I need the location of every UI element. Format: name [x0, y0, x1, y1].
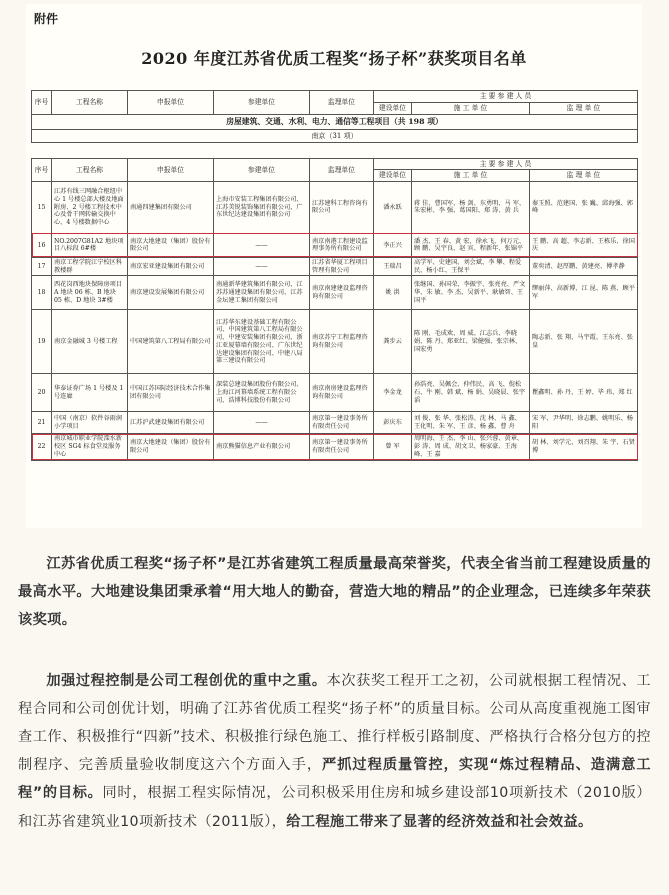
cell-applicant: 南京大地建设（集团）股份有限公司 — [128, 434, 214, 460]
table-row — [32, 233, 638, 257]
col-no: 序号 — [32, 91, 52, 115]
cell-participant: 江苏华东建设基础工程有限公司、中国建筑第八工程局有限公司、中建安装集团有限公司、浙江亚厦幕墙有限公司、广东世纪达建设集团有限公司、中建八局第三建设有限公司 — [214, 310, 310, 374]
cell-project: 华泰证券广场 1 号楼及 1 号连廊 — [52, 374, 128, 412]
col-supervision: 监 理 单 位 — [530, 170, 638, 181]
cell-supervision: 陶志新、张 翔、马宇霞、王东亮、张 皇 — [530, 310, 638, 374]
cell-supervision: 缪丽萍、高新博、江 昆、陈 燕、顾平军 — [530, 276, 638, 310]
col-applicant: 申报单位 — [128, 159, 214, 182]
cell-supervisor: 南京第一建设事务所有限责任公司 — [310, 434, 374, 460]
cell-builder: 潘永跃 — [374, 181, 412, 233]
col-supervision: 监 理 单 位 — [530, 103, 638, 115]
cell-supervision: 王 鹏、高 超、李志新、王栋乐、徐国庆 — [530, 233, 638, 257]
cell-applicant: 南通四建集团有限公司 — [128, 181, 214, 233]
annex-label: 附件 — [34, 12, 59, 26]
cell-applicant: 南京建设发展集团有限公司 — [128, 276, 214, 310]
header-table — [31, 90, 638, 143]
cell-supervision: 董奕清、赵厚鹏、黄建亮、傅孝静 — [530, 257, 638, 276]
cell-builder: 彭庆东 — [374, 412, 412, 434]
cell-project: 南京金融城 3 号楼工程 — [52, 310, 128, 374]
col-supervisor: 监理单位 — [310, 159, 374, 182]
cell-no: 15 — [32, 181, 52, 233]
cell-applicant: 中国江苏国际经济技术合作集团有限公司 — [128, 374, 214, 412]
col-builder: 建设单位 — [374, 170, 412, 181]
award-rows — [32, 181, 638, 460]
table-row — [32, 412, 638, 434]
cell-construction: 张继国、孙国荣、李振宇、张亮亮、严文华、朱 敏、李 杰、吴新平、耿敏智、王国平 — [412, 276, 530, 310]
cell-supervisor: 南京第一建设事务所有限责任公司 — [310, 412, 374, 434]
table-row — [32, 310, 638, 374]
cell-construction: 刘 俊、张 华、张松涛、沈 林、马 鑫、王化明、朱 军、王 彦、杨 鑫、曹 舟 — [412, 412, 530, 434]
cell-construction: 潘 杰、王 春、黄 宏、徐永飞、何万元、顾 鹏、吴宇良、赵 宾、程新年、张锦平 — [412, 233, 530, 257]
col-construction: 施 工 单 位 — [412, 103, 530, 115]
document-scan — [26, 4, 642, 528]
cell-no: 21 — [32, 412, 52, 434]
cell-supervisor: 南京南港工程建设监理事务所有限公司 — [310, 233, 374, 257]
award-table — [31, 158, 638, 461]
cell-builder: 龚步云 — [374, 310, 412, 374]
cell-participant: —— — [214, 233, 310, 257]
table-row — [32, 257, 638, 276]
emphasis-text: 严抓过程质量管控，实现“炼过程精品、造满意工程”的目标。 — [18, 757, 651, 802]
city-row: 南京（31 项） — [32, 130, 638, 143]
cell-project: 西花岗西地块保障房项目 A 地块 06 栋、B 地块 05 栋、D 地块 3#楼 — [52, 276, 128, 310]
cell-applicant: 南京宏亚建设集团有限公司 — [128, 257, 214, 276]
cell-project: 中国（南京）软件谷雨润小学项目 — [52, 412, 128, 434]
document-title: 2020 年度江苏省优质工程奖“扬子杯”获奖项目名单 — [141, 49, 527, 68]
cell-no: 20 — [32, 374, 52, 412]
cell-supervision: 胡 林、刘学元、刘召翔、朱 宇、石贤博 — [530, 434, 638, 460]
cell-construction: 陈 刚、毛成欢、周 威、江志兵、李晓娟、陈 丹、郑亚红、梁健强、张宗林、国宏勇 — [412, 310, 530, 374]
cell-participant: 南京熊猫信息产业有限公司 — [214, 434, 310, 460]
col-applicant: 申报单位 — [128, 91, 214, 115]
cell-builder: 李正兴 — [374, 233, 412, 257]
category-row: 房屋建筑、交通、水利、电力、通信等工程项目（共 198 项） — [32, 115, 638, 130]
cell-supervisor: 南京南建建设监理咨询有限公司 — [310, 276, 374, 310]
cell-builder: 李金龙 — [374, 374, 412, 412]
cell-supervision: 宋 军、尹华明、徐志鹏、姚明乐、杨 阳 — [530, 412, 638, 434]
col-participant: 参建单位 — [214, 91, 310, 115]
cell-supervisor: 江苏省华厦工程项目管理有限公司 — [310, 257, 374, 276]
cell-construction: 周明海、王 杰、李 山、张兴蓉、黄章、彭 涛、周 成、胡文卫、杨家豪、王海峰、王 嘉 — [412, 434, 530, 460]
cell-applicant: 中国建筑第八工程局有限公司 — [128, 310, 214, 374]
cell-no: 16 — [32, 233, 52, 257]
cell-supervision: 秦玉照、范建国、张 巍、邱海强、郭 峰 — [530, 181, 638, 233]
cell-applicant: 南京大地建设（集团）股份有限公司 — [128, 233, 214, 257]
cell-supervisor: 江苏建科工程咨询有限公司 — [310, 181, 374, 233]
cell-builder: 王瑞昌 — [374, 257, 412, 276]
cell-participant: 上海市安装工程集团有限公司、江苏美锐装饰集团有限公司、广东世纪达建设集团有限公司 — [214, 181, 310, 233]
paragraph-process-control — [18, 667, 651, 836]
cell-project: 南京城市职业学院溧水新校区 SG4 标食堂及服务中心 — [52, 434, 128, 460]
cell-construction: 蒋 佳、曹国军、杨 剑、东勇明、马 军、朱宏彬、李 强、葛国阳、郑 涛、黄 兵 — [412, 181, 530, 233]
cell-supervision: 瞿鑫明、孙 丹、王 婷、毕 玮、郑 红 — [530, 374, 638, 412]
table-row — [32, 434, 638, 460]
cell-construction: 高学军、史建国、刘会斌、李 攀、程爱民、杨小红、王保平 — [412, 257, 530, 276]
emphasis-text-2: 给工程施工带来了显著的经济效益和社会效益。 — [286, 813, 593, 830]
col-main-units: 主 要 参 建 人 员 — [374, 91, 638, 103]
cell-builder: 姚 洪 — [374, 276, 412, 310]
cell-participant: —— — [214, 412, 310, 434]
cell-builder: 曾 军 — [374, 434, 412, 460]
article-body — [18, 550, 651, 836]
paragraph-text-2: 同时，根据工程实际情况，公司积极采用住房和城乡建设部10项新技术（2010版）和江苏省建筑业10项新技术（2011版）， — [18, 785, 651, 830]
col-no: 序号 — [32, 159, 52, 182]
cell-no: 17 — [32, 257, 52, 276]
cell-participant: 南通新华建筑集团有限公司、江苏苏通建设集团有限公司、江苏金坛建工集团有限公司 — [214, 276, 310, 310]
cell-supervisor: 南京南房建设监理咨询有限公司 — [310, 374, 374, 412]
col-main-units: 主 要 参 建 人 员 — [374, 159, 638, 170]
table-row — [32, 374, 638, 412]
cell-supervisor: 南京苏宁工程监理咨询有限公司 — [310, 310, 374, 374]
cell-no: 22 — [32, 434, 52, 460]
cell-participant: 深装总建设集团股份有限公司、上海江河幕墙系统工程有限公司、浩博科技股份有限公司 — [214, 374, 310, 412]
col-project: 工程名称 — [52, 91, 128, 115]
col-supervisor: 监理单位 — [310, 91, 374, 115]
cell-construction: 孙浩亮、吴佩会、仲伟民、高 飞、倪松石、牛 刚、韩 斌、杨 娟、吴晓晨、张宇滔 — [412, 374, 530, 412]
cell-participant: —— — [214, 257, 310, 276]
cell-no: 19 — [32, 310, 52, 374]
col-participant: 参建单位 — [214, 159, 310, 182]
col-project: 工程名称 — [52, 159, 128, 182]
col-builder: 建设单位 — [374, 103, 412, 115]
cell-project: NO.2007G81A2 地块项目八标段 6#楼 — [52, 233, 128, 257]
cell-no: 18 — [32, 276, 52, 310]
cell-project: 南京工程学院江宁校区科教楼群 — [52, 257, 128, 276]
paragraph-text: 本次获奖工程开工之初，公司就根据工程情况、工程合同和公司创优计划，明确了江苏省优质工程奖“扬子杯”的质量目标。公司从高度重视施工图审查工作、积极推行“四新”技术、积极推行绿色施工、推行样板引路制度、严格执行合格分包方的控制程序、完善质量验收制度这六个方面入手， — [18, 672, 651, 774]
lead-sentence: 加强过程控制是公司工程创优的重中之重。 — [46, 672, 327, 689]
cell-applicant: 江苏沪武建设集团有限公司 — [128, 412, 214, 434]
paragraph-intro: 江苏省优质工程奖“扬子杯”是江苏省建筑工程质量最高荣誉奖，代表全省当前工程建设质量的最高水平。大地建设集团秉承着“用大地人的勤奋，营造大地的精品”的企业理念，已连续多年荣获该奖项。 — [18, 556, 651, 629]
cell-project: 江苏有线三网融合枢纽中心 1 号楼总部大楼及地面附房、2 号楼工程技术中心及骨干网转输交换中心、4 号楼数据中心 — [52, 181, 128, 233]
table-row — [32, 276, 638, 310]
table-row — [32, 181, 638, 233]
col-construction: 施 工 单 位 — [412, 170, 530, 181]
